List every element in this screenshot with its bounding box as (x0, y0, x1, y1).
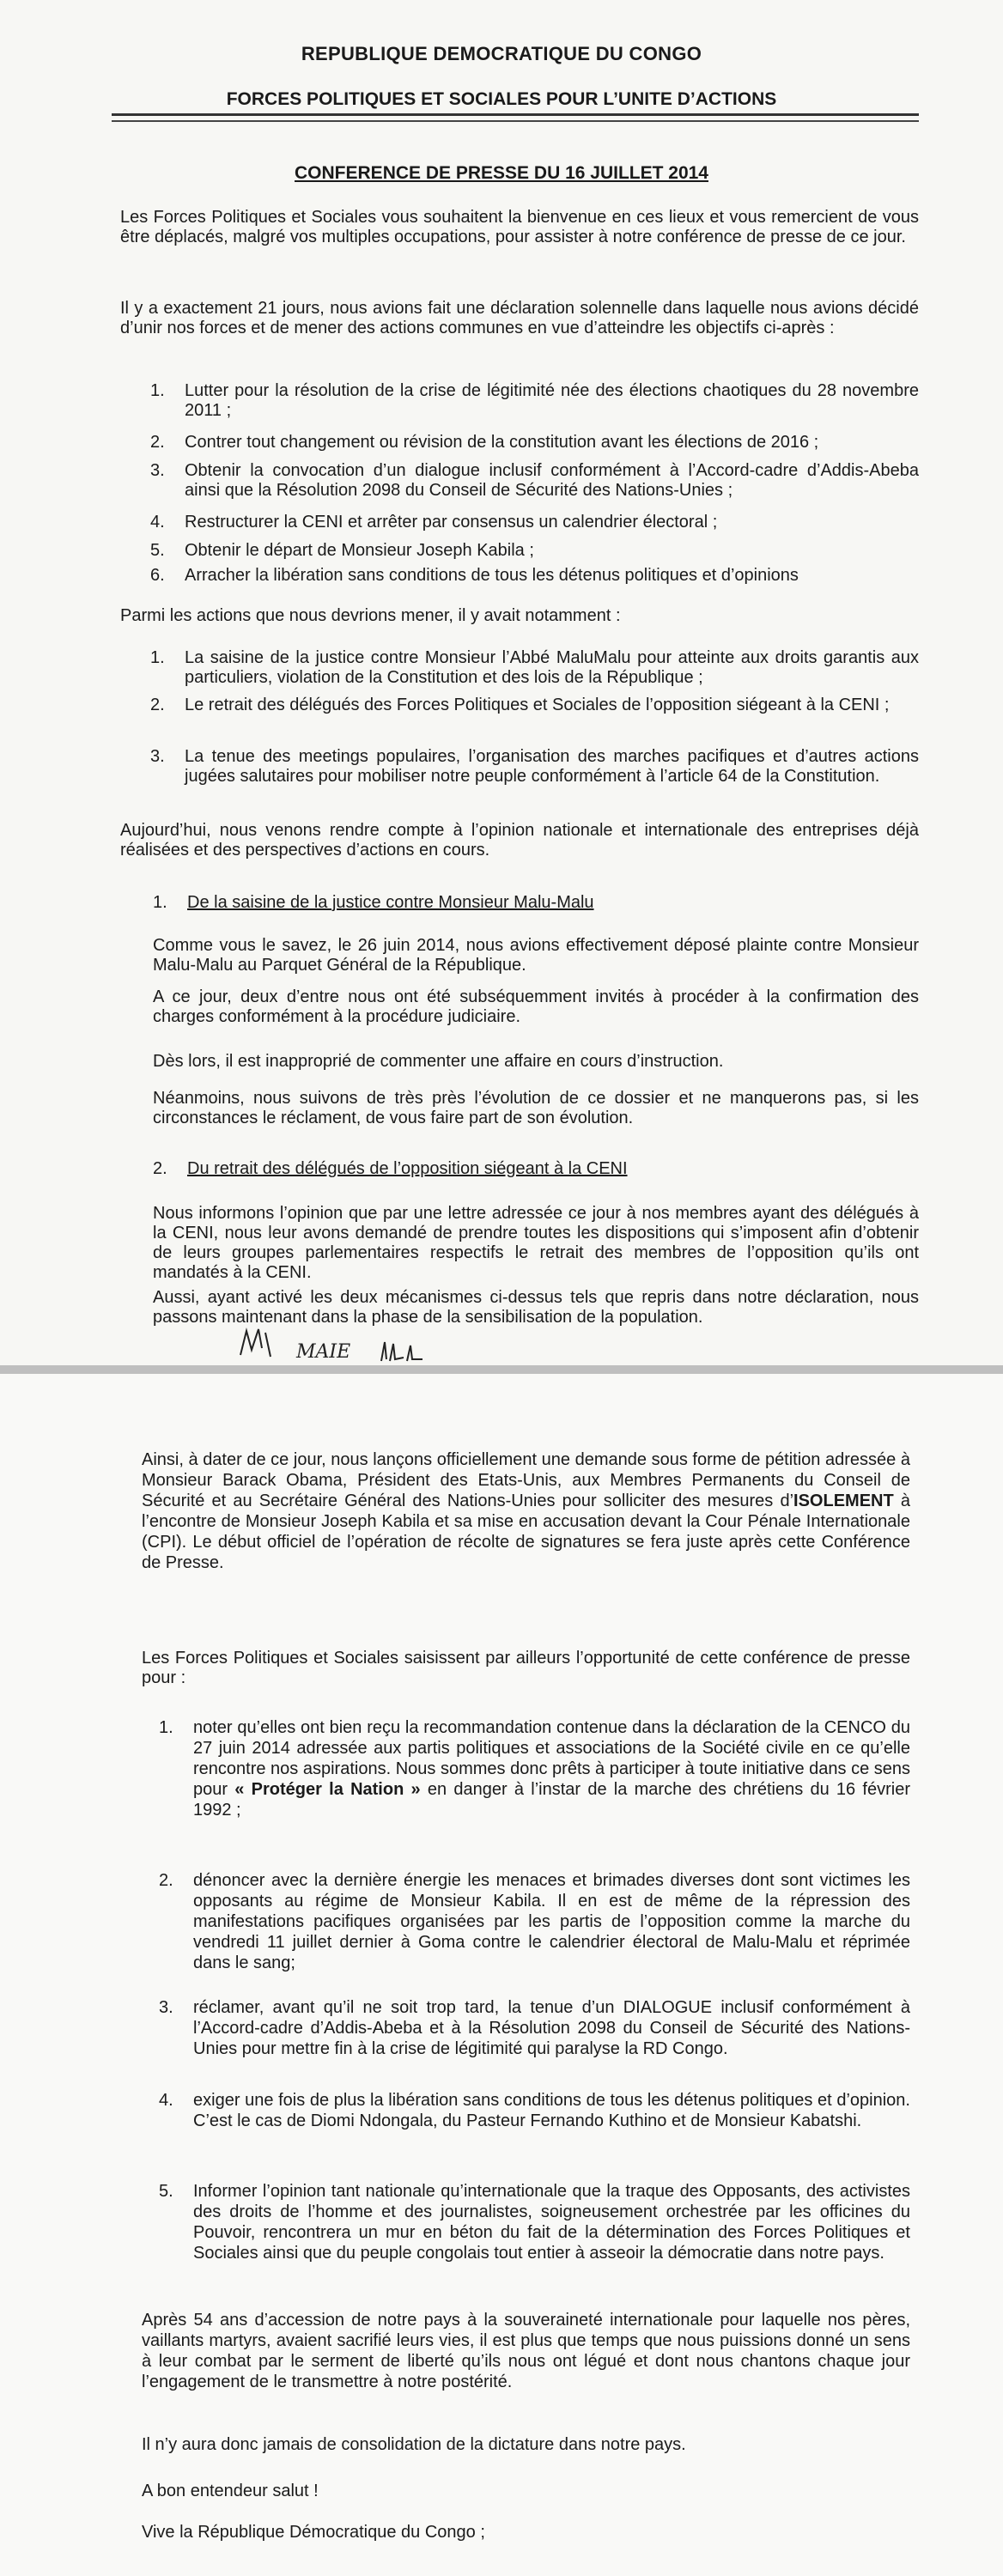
list-item: 4. exiger une fois de plus la libération sans conditions de tous les détenus politiques et d’opinion. C’est le cas de Diomi Ndongala, du Pasteur Fernando Kuthino et de Monsieur Kabatshi. (159, 2091, 910, 2130)
vive-paragraph: Vive la République Démocratique du Congo ; (142, 2523, 485, 2542)
list-item: 2. Contrer tout changement ou révision de la constitution avant les élections de 2016 ; (150, 433, 819, 452)
declaration-paragraph: Il y a exactement 21 jours, nous avions fait une déclaration solennelle dans laquelle nous avions décidé d’unir nos forces et de mener des actions communes en vue d’atteindre les objectifs ci-après : (120, 299, 919, 337)
list-item: 1. Lutter pour la résolution de la crise de légitimité née des élections chaotiques du 28 novembre 2011 ; (150, 381, 919, 420)
after54-paragraph: Après 54 ans d’accession de notre pays à la souveraineté internationale pour laquelle nos pères, vaillants martyrs, avaient sacrifié leurs vies, il est plus que temps que nous puissions donné un sens à leur combat par le serment de liberté qu’ils nous ont légué et dont nous chantons chaque jour l’engagement de le transmettre à notre postérité. (142, 2311, 910, 2391)
today-paragraph: Aujourd’hui, nous venons rendre compte à l’opinion nationale et internationale des entreprises déjà réalisées et des perspectives d’actions en cours. (120, 821, 919, 860)
signature-mark (236, 1322, 288, 1361)
list-item: 2. Le retrait des délégués des Forces Politiques et Sociales de l’opposition siégeant à la CENI ; (150, 696, 890, 714)
section2-paragraph: Nous informons l’opinion que par une lettre adressée ce jour à nos membres ayant des délégués à la CENI, nous leur avons demandé de prendre toutes les dispositions qui s’imposent afin d’obtenir de leurs groupes parlementaires respectifs le retrait des membres de l’opposition qu’ils ont mandatés à la CENI. (153, 1204, 919, 1282)
section1-paragraph: Néanmoins, nous suivons de très près l’évolution de ce dossier et ne manquerons pas, si les circonstances le réclament, de vous faire part de son évolution. (153, 1089, 919, 1127)
section1-paragraph: Dès lors, il est inapproprié de commenter une affaire en cours d’instruction. (153, 1052, 724, 1071)
dictature-paragraph: Il n’y aura donc jamais de consolidation de la dictature dans notre pays. (142, 2435, 686, 2454)
document-page-2 (0, 1374, 1003, 2576)
section1-number: 1. (153, 893, 167, 912)
list-item: 2. dénoncer avec la dernière énergie les menaces et brimades diverses dont sont victimes les opposants au régime de Monsieur Kabila. Il en est de même de la répression des manifestations pacifiques organisées par les partis de l’opposition comme la marche du vendredi 11 juillet dernier à Goma contre le calendrier électoral de Malu-Malu et réprimée dans le sang; (159, 1871, 910, 1972)
signature-mark-2 (378, 1335, 429, 1365)
page-separator (0, 1365, 1003, 1374)
list-item: 6. Arracher la libération sans conditions de tous les détenus politiques et d’opinions (150, 566, 799, 585)
petition-paragraph: Ainsi, à dater de ce jour, nous lançons officiellement une demande sous forme de pétition adressée à Monsieur Barack Obama, Président des Etats-Unis, aux Membres Permanents du Conseil de Sécurité et au Secrétaire Général des Nations-Unies pour solliciter des mesures d’ISOLEMENT à l’encontre de Monsieur Joseph Kabila et sa mise en accusation devant la Cour Pénale Internationale (CPI). Le début officiel de l’opération de récolte de signatures se fera juste après cette Conférence de Presse. (142, 1450, 910, 1572)
initials-mark: MAIE (296, 1341, 351, 1363)
list-item: 3. Obtenir la convocation d’un dialogue inclusif conformément à l’Accord-cadre d’Addis-Abeba ainsi que la Résolution 2098 du Conseil de Sécurité des Nations-Unies ; (150, 461, 919, 500)
opportunity-paragraph: Les Forces Politiques et Sociales saisissent par ailleurs l’opportunité de cette conférence de presse pour : (142, 1649, 910, 1687)
list-item: 4. Restructurer la CENI et arrêter par consensus un calendrier électoral ; (150, 513, 718, 532)
conference-title: CONFERENCE DE PRESSE DU 16 JUILLET 2014 (295, 163, 708, 183)
section1-paragraph: A ce jour, deux d’entre nous ont été subséquemment invités à procéder à la confirmation des charges conformément à la procédure judiciaire. (153, 987, 919, 1026)
header-forces: FORCES POLITIQUES ET SOCIALES POUR L’UNITE D’ACTIONS (226, 89, 777, 109)
intro-paragraph: Les Forces Politiques et Sociales vous souhaitent la bienvenue en ces lieux et vous remercient de vous être déplacés, malgré vos multiples occupations, pour assister à notre conférence de presse de ce jour. (120, 208, 919, 246)
section1-title: De la saisine de la justice contre Monsieur Malu-Malu (187, 893, 594, 912)
list-item: 5. Obtenir le départ de Monsieur Joseph Kabila ; (150, 541, 534, 560)
list-item: 1. La saisine de la justice contre Monsieur l’Abbé MaluMalu pour atteinte aux droits garantis aux particuliers, violation de la Constitution et des lois de la République ; (150, 648, 919, 687)
section2-paragraph: Aussi, ayant activé les deux mécanismes ci-dessus tels que repris dans notre déclaration, nous passons maintenant dans la phase de la sensibilisation de la population. (153, 1288, 919, 1327)
salut-paragraph: A bon entendeur salut ! (142, 2482, 319, 2500)
list-item: 3. La tenue des meetings populaires, l’organisation des marches pacifiques et d’autres actions jugées salutaires pour mobiliser notre peuple conformément à l’article 64 de la Constitution. (150, 747, 919, 786)
header-republic: REPUBLIQUE DEMOCRATIQUE DU CONGO (301, 43, 702, 64)
actions-intro: Parmi les actions que nous devrions mener, il y avait notamment : (120, 606, 621, 625)
list-item: 1. noter qu’elles ont bien reçu la recommandation contenue dans la déclaration de la CENCO du 27 juin 2014 adressée aux partis politiques et associations de la Société civile en ce qu’elle rencontre nos aspirations. Nous sommes donc prêts à participer à toute initiative dans ce sens pour « Protéger la Nation » en danger à l’instar de la marche des chrétiens du 16 février 1992 ; (159, 1718, 910, 1820)
section2-title: Du retrait des délégués de l’opposition siégeant à la CENI (187, 1159, 628, 1178)
list-item: 5. Informer l’opinion tant nationale qu’internationale que la traque des Opposants, des activistes des droits de l’homme et des journalistes, soigneusement orchestrée par les officines du Pouvoir, rencontrera un mur en béton du fait de la détermination des Forces Politiques et Sociales ainsi que du peuple congolais tout entier à asseoir la démocratie dans notre pays. (159, 2182, 910, 2263)
header-rule (112, 113, 919, 116)
header-rule-2 (112, 120, 919, 122)
list-item: 3. réclamer, avant qu’il ne soit trop tard, la tenue d’un DIALOGUE inclusif conformément à l’Accord-cadre d’Addis-Abeba et à la Résolution 2098 du Conseil de Sécurité des Nations-Unies pour mettre fin à la crise de légitimité qui paralyse la RD Congo. (159, 1998, 910, 2058)
section2-number: 2. (153, 1159, 167, 1178)
section1-paragraph: Comme vous le savez, le 26 juin 2014, nous avions effectivement déposé plainte contre Monsieur Malu-Malu au Parquet Général de la République. (153, 936, 919, 975)
